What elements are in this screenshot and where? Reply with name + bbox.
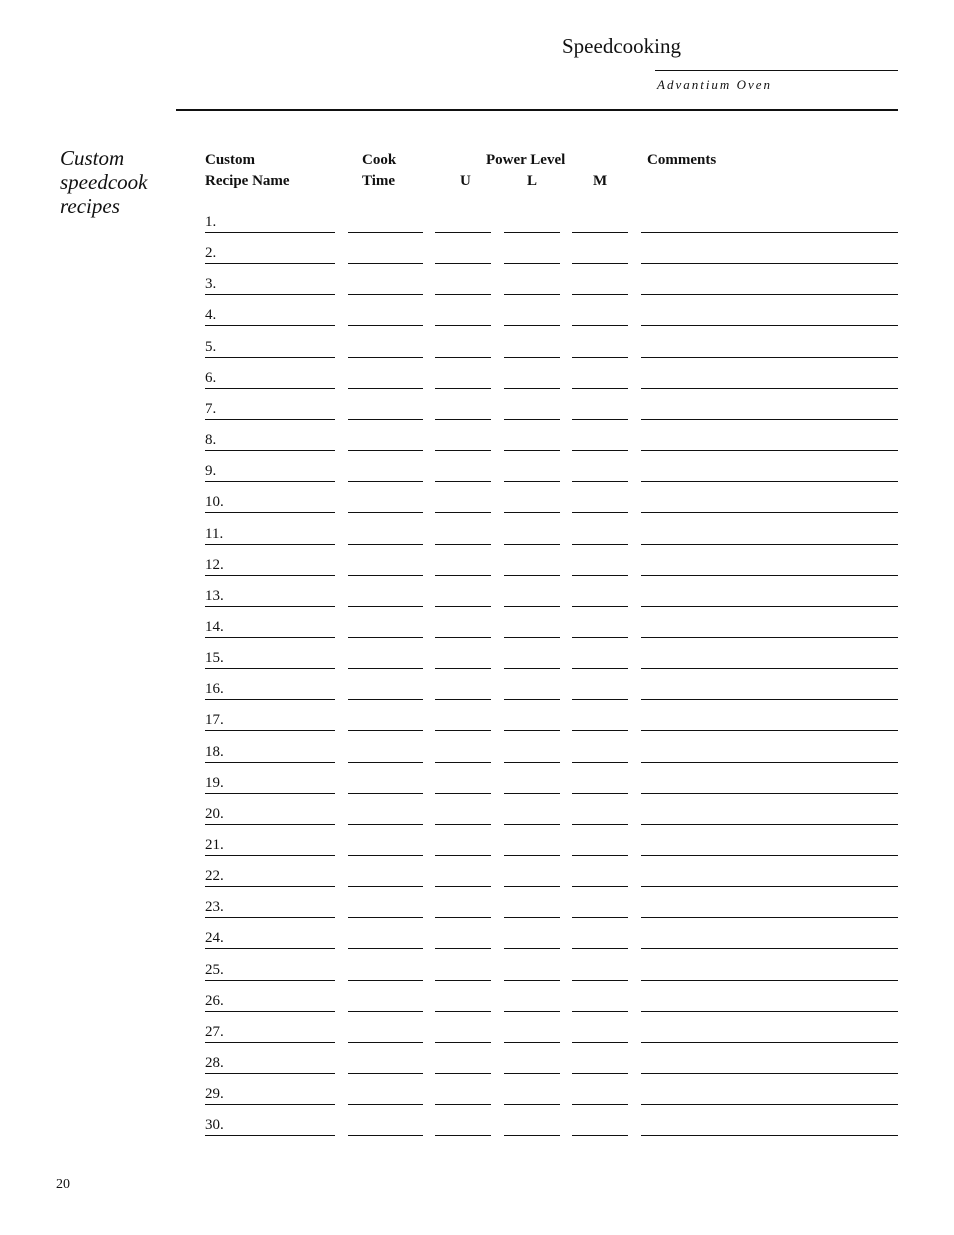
table-row <box>0 545 954 576</box>
table-row <box>0 1105 954 1136</box>
row-number: 5. <box>205 338 217 355</box>
row-number: 11. <box>205 525 224 542</box>
row-number: 13. <box>205 587 224 604</box>
column-header-power-l: L <box>527 173 538 189</box>
column-header-line: Custom <box>205 152 256 168</box>
row-number: 18. <box>205 743 224 760</box>
table-row <box>0 202 954 233</box>
page-section-title: Speedcooking <box>562 34 681 58</box>
row-number: 9. <box>205 463 217 480</box>
row-number: 23. <box>205 899 224 916</box>
table-row <box>0 1043 954 1074</box>
row-number: 16. <box>205 681 224 698</box>
table-row <box>0 514 954 545</box>
table-row <box>0 794 954 825</box>
row-number: 3. <box>205 276 217 293</box>
table-row <box>0 763 954 794</box>
table-row <box>0 358 954 389</box>
table-row <box>0 1074 954 1105</box>
header-divider-long <box>176 109 898 111</box>
row-number: 17. <box>205 712 224 729</box>
row-number: 24. <box>205 930 224 947</box>
row-number: 21. <box>205 837 224 853</box>
table-row <box>0 389 954 420</box>
row-number: 14. <box>205 618 224 635</box>
table-row <box>0 981 954 1012</box>
row-number: 20. <box>205 805 224 822</box>
row-number: 4. <box>205 307 217 324</box>
table-row <box>0 607 954 638</box>
row-number: 2. <box>205 245 217 262</box>
header-divider-short <box>655 70 898 71</box>
row-number: 28. <box>205 1055 224 1072</box>
row-number: 12. <box>205 556 224 573</box>
page-number: 20 <box>56 1177 70 1192</box>
table-row <box>0 638 954 669</box>
row-number: 1. <box>205 214 217 230</box>
product-name: Advantium Oven <box>657 77 773 92</box>
row-number: 7. <box>205 400 217 417</box>
table-row <box>0 1012 954 1043</box>
table-row <box>0 700 954 731</box>
table-row <box>0 451 954 482</box>
table-row <box>0 295 954 326</box>
table-row <box>0 482 954 513</box>
table-row <box>0 950 954 981</box>
sidebar-heading-line: speedcook <box>60 170 148 194</box>
column-header-comments: Comments <box>647 152 717 168</box>
row-number: 29. <box>205 1086 224 1103</box>
row-number: 25. <box>205 961 224 978</box>
row-number: 22. <box>205 868 224 885</box>
sidebar-heading-line: Custom <box>60 146 125 170</box>
row-number: 19. <box>205 774 224 791</box>
cook-time-line <box>348 1135 423 1136</box>
table-row <box>0 669 954 700</box>
table-row <box>0 856 954 887</box>
table-row <box>0 576 954 607</box>
column-header-line: Recipe Name <box>205 173 290 189</box>
power-m-line <box>572 1135 628 1136</box>
row-number: 15. <box>205 650 224 667</box>
column-header-cook-time <box>362 150 396 192</box>
column-header-power-m: M <box>593 173 608 189</box>
column-header-line: Time <box>362 173 396 189</box>
power-l-line <box>504 1135 560 1136</box>
row-number: 26. <box>205 992 224 1009</box>
table-row <box>0 732 954 763</box>
row-number: 30. <box>205 1117 224 1134</box>
row-number: 6. <box>205 369 217 386</box>
column-header-power-level: Power Level <box>486 152 566 168</box>
recipe-name-line <box>205 1135 335 1136</box>
column-header-power-u: U <box>460 173 471 189</box>
row-number: 8. <box>205 432 217 449</box>
column-header-line: Cook <box>362 152 397 168</box>
comments-line <box>641 1135 898 1136</box>
row-number: 27. <box>205 1023 224 1040</box>
table-row <box>0 918 954 949</box>
row-number: 10. <box>205 494 224 511</box>
table-row <box>0 264 954 295</box>
table-row <box>0 887 954 918</box>
table-row <box>0 327 954 358</box>
table-row <box>0 825 954 856</box>
column-header-recipe-name <box>205 150 290 192</box>
sidebar-heading-line: recipes <box>60 194 120 218</box>
power-u-line <box>435 1135 491 1136</box>
table-row <box>0 420 954 451</box>
table-row <box>0 233 954 264</box>
